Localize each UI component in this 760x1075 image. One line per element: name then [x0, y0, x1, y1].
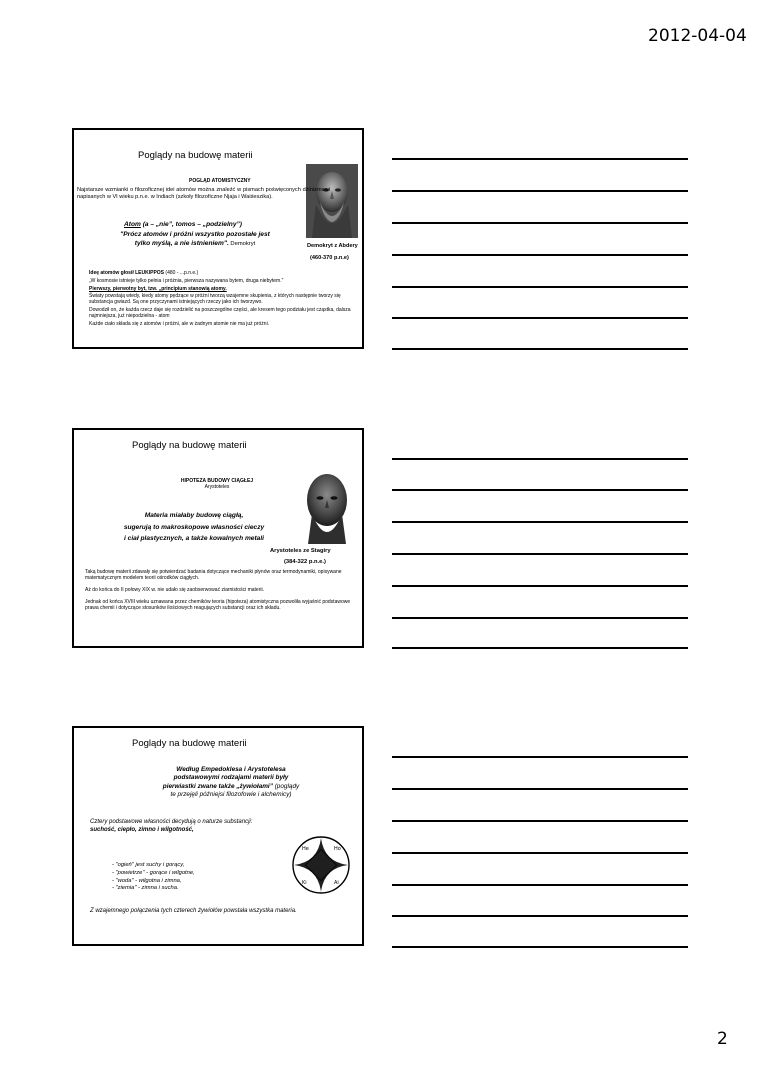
- note-line: [392, 458, 688, 460]
- intro-line-3-note: (poglądy: [272, 782, 300, 790]
- hypothesis-heading: [162, 478, 272, 490]
- paragraph: Aż do końca do II połowy XIX w. nie udało się zaobserwować ziarnistości materii.: [85, 587, 264, 594]
- note-line: [392, 254, 688, 256]
- photo-caption-name: Arystoteles ze Stagiry: [270, 548, 331, 554]
- note-line: [392, 884, 688, 886]
- photo-caption-dates: (460-370 p.n.e): [310, 255, 349, 261]
- note-line: [392, 190, 688, 192]
- slide-title: Poglądy na budowę materii: [132, 440, 247, 451]
- diagram-label: He: [302, 846, 309, 852]
- intro-line-2: podstawowymi rodzajami materii były: [173, 774, 289, 782]
- properties-line: Cztery podstawowe własności decydują o naturze substancji:: [90, 819, 253, 825]
- heading-line-1: HIPOTEZA BUDOWY CIĄGŁEJ: [180, 478, 254, 484]
- note-line: [392, 788, 688, 790]
- leukippos-dates: (480 - ...p.n.e.): [164, 270, 199, 276]
- note-line: [392, 820, 688, 822]
- diagram-label: Ai: [334, 880, 339, 886]
- aristotle-bust: [300, 470, 354, 544]
- note-line: [392, 915, 688, 917]
- quote-author: Demokryt: [228, 240, 256, 247]
- quote-line-2: sugerują to makroskopowe własności cieczy: [123, 523, 265, 531]
- democritus-portrait: [306, 164, 358, 238]
- slide-title: Poglądy na budowę materii: [132, 738, 247, 749]
- paragraph: „W kosmosie istnieje tylko pełnia i próżnia, pierwsza nazywana bytem, druga niebytem.”: [89, 278, 284, 285]
- paragraph: Taką budowę materii zdawały się potwierdzać badania dotyczące mechaniki płynów oraz termodynamiki, opisywane matematycznym modelem teorii ośrodków ciągłych.: [85, 569, 342, 582]
- quote-line-3: i ciał plastycznych, a także kowalnych metali: [124, 535, 264, 543]
- slide-2: [72, 428, 364, 648]
- photo-caption-dates: (384-322 p.n.e.): [284, 559, 326, 565]
- paragraph: Jednak od końca XVIII wieku uznawana przez chemików teoria (hipoteza) atomistyczna pozwoliła wyjaśnić podstawowe prawa chemii i dotyczące stosunków ilościowych reagujących substancji oraz ich składu.: [85, 599, 351, 612]
- properties-list: suchość, ciepło, zimno i wilgotność,: [90, 826, 194, 833]
- diagram-label: Ki: [302, 880, 307, 886]
- note-line: [392, 553, 688, 555]
- paragraph: Dowodził on, że każda rzecz daje się rozdzielić na poszczególne części, ale kresem tego podziału jest cząstka, dalsza najmniejsza, już niepodzielna - atom: [89, 306, 351, 320]
- democritus-quote: [100, 231, 290, 248]
- body-text: [89, 270, 359, 327]
- intro-paragraph: Najstarsze wzmianki o filozoficznej idei atomów można znaleźć w pismach poświęconych dżinizmowi napisanych w VI wieku p.n.e. w Indiach (szkoły filozoficzne Njaja i Waiśeszika).: [77, 187, 330, 200]
- elements-list: [112, 862, 195, 893]
- note-line: [392, 317, 688, 319]
- intro-line-4: te przejęli późniejsi filozofowie i alchemicy): [170, 790, 292, 798]
- body-text: [85, 569, 357, 611]
- list-item: - "woda" - wilgotna i zimna,: [112, 877, 182, 884]
- atom-etymology: (a – „nie”, tomos – „podzielny”): [140, 221, 242, 228]
- list-item: - "ziemia" - zimna i sucha.: [112, 885, 179, 892]
- note-line: [392, 852, 688, 854]
- note-line: [392, 348, 688, 350]
- page-number: 2: [717, 1029, 728, 1049]
- quote-line-2: tylko myślą, a nie istnieniem".: [134, 239, 229, 247]
- slide-3: [72, 726, 364, 946]
- note-line: [392, 585, 688, 587]
- list-item: - "ogień" jest suchy i gorący,: [112, 862, 185, 868]
- slide-heading: POGLĄD ATOMISTYCZNY: [189, 178, 251, 184]
- paragraph: Każde ciało składa się z atomów i próżni, ale w żadnym atomie nie ma już próżni.: [89, 320, 270, 327]
- note-line: [392, 647, 688, 649]
- elements-intro: [116, 766, 346, 799]
- leukippos-label: Ideę atomów głosił LEUKIPPOS: [89, 270, 165, 276]
- atom-definition: [124, 221, 242, 228]
- paragraph: Pierwszy, pierwotny byt, tzw. „principium stanowią atomy.: [89, 285, 227, 292]
- note-line: [392, 222, 688, 224]
- slide-1: [72, 128, 364, 349]
- note-line: [392, 756, 688, 758]
- slide-title: Poglądy na budowę materii: [138, 150, 253, 161]
- note-line: [392, 521, 688, 523]
- intro-line-1: Według Empedoklesa i Arystotelesa: [176, 766, 286, 773]
- page-date: 2012-04-04: [648, 26, 747, 46]
- quote-line-1: "Prócz atomów i próżni wszystko pozostałe jest: [120, 231, 270, 238]
- conclusion-text: Z wzajemnego połączenia tych czterech żywiołów powstała wszystka materia.: [90, 908, 297, 914]
- note-line: [392, 617, 688, 619]
- list-item: - "powietrze" - gorące i wilgotne,: [112, 869, 195, 876]
- continuous-matter-quote: [94, 510, 294, 545]
- note-line: [392, 946, 688, 948]
- four-elements-diagram: [290, 834, 352, 901]
- quote-line-1: Materia miałaby budowę ciągłą,: [144, 512, 244, 519]
- paragraph: Światy powstają wtedy, kiedy atomy pędzące w próżni tworzą wzajemne skupienia, z których następnie tworzy się substancja gwiazd. Są one przyczynami istniejących rzeczy jako ich tworzywo.: [89, 293, 341, 306]
- heading-line-2: Arystoteles: [204, 484, 230, 491]
- note-line: [392, 286, 688, 288]
- properties-text: [90, 819, 252, 835]
- diagram-label: Ho: [334, 846, 341, 852]
- note-line: [392, 489, 688, 491]
- intro-line-3: pierwiastki zwane także „żywiołami”: [162, 782, 273, 790]
- note-line: [392, 158, 688, 160]
- photo-caption-name: Demokryt z Abdery: [307, 243, 358, 249]
- atom-word: Atom: [124, 221, 141, 228]
